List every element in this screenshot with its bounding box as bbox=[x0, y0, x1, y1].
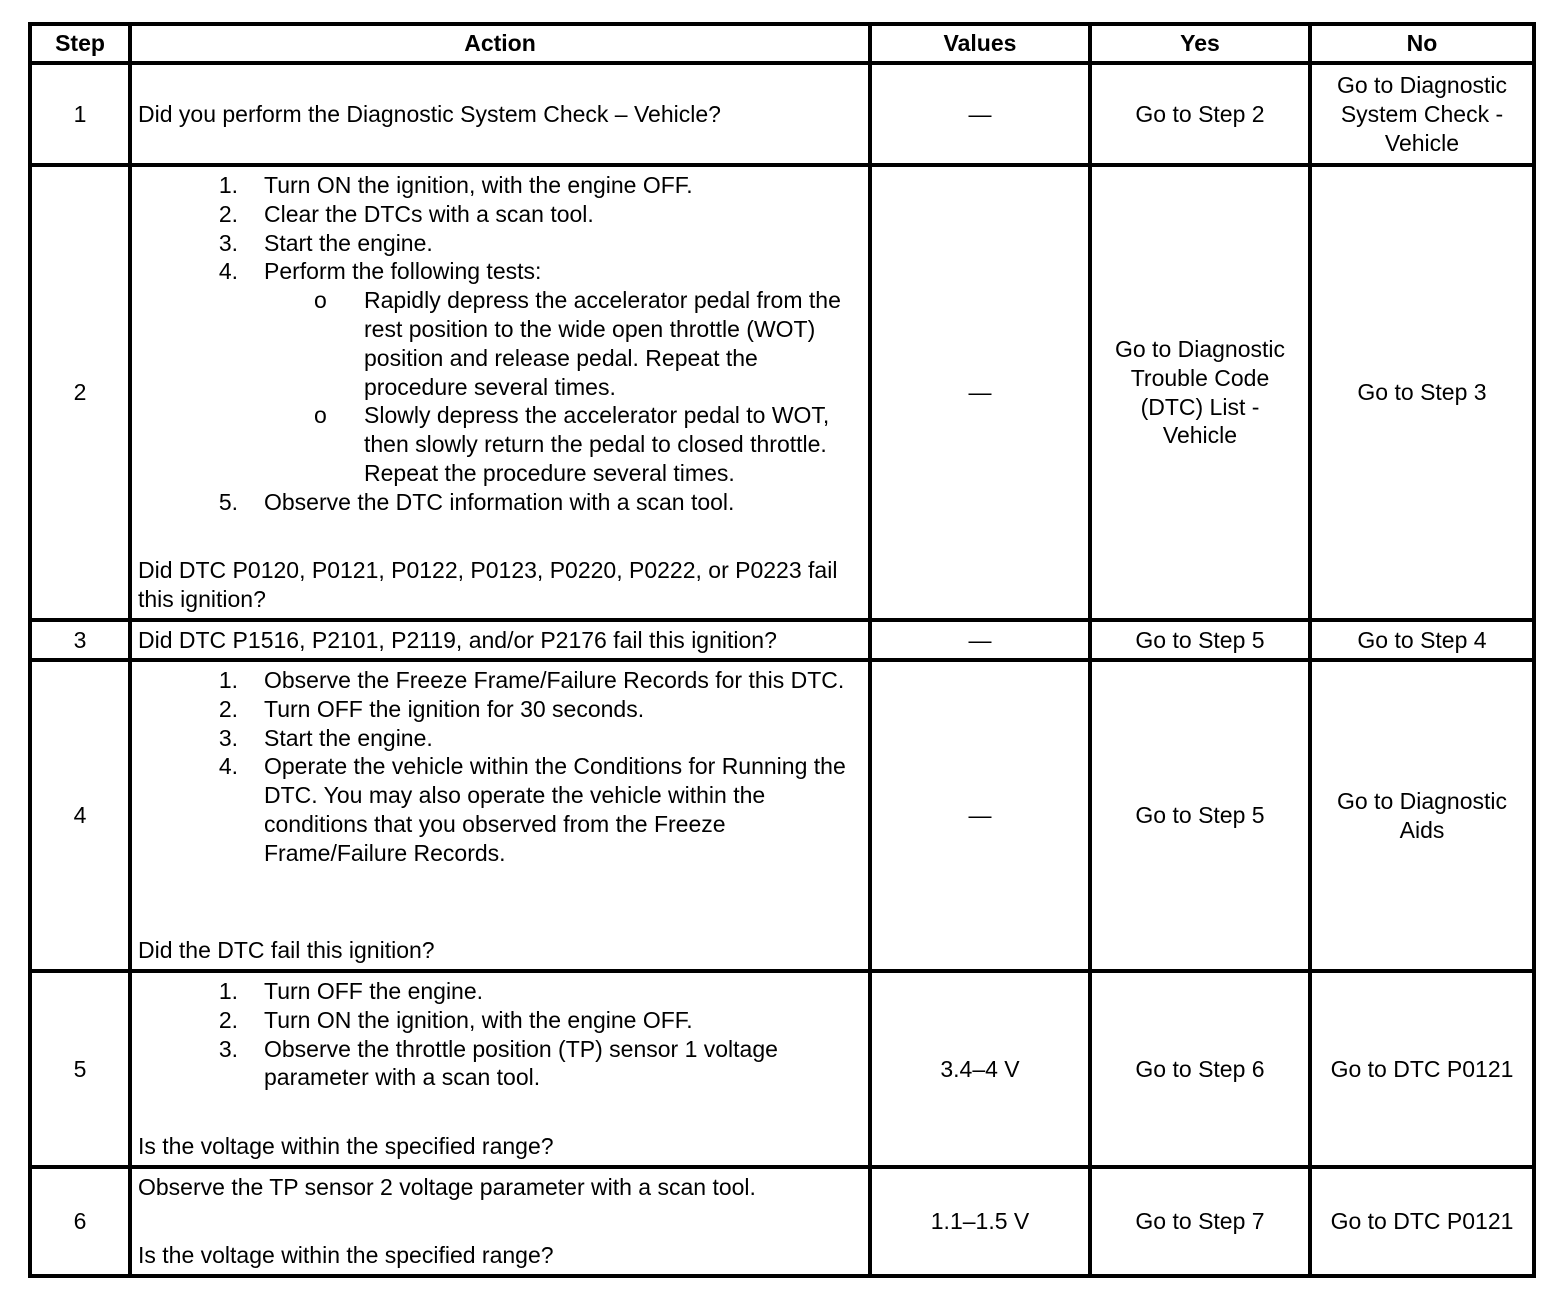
action-cell bbox=[130, 971, 870, 1167]
diagnostic-table bbox=[28, 22, 1536, 1278]
yes-cell bbox=[1090, 165, 1310, 620]
item-text: Operate the vehicle within the Conditions for Running the DTC. You may also operate the vehicle within the conditions that you observed from the Freeze Frame/Failure Records. bbox=[264, 753, 846, 866]
no-cell: Go to Step 3 bbox=[1310, 165, 1534, 620]
list-item bbox=[138, 488, 862, 517]
table-row bbox=[30, 971, 1534, 1167]
list-item bbox=[138, 695, 862, 724]
item-text: Observe the DTC information with a scan tool. bbox=[264, 488, 735, 515]
step-number: 6 bbox=[30, 1167, 130, 1276]
question-text: Did DTC P0120, P0121, P0122, P0123, P0220, P0222, or P0223 fail this ignition? bbox=[138, 557, 838, 613]
action-cell bbox=[130, 63, 870, 165]
header-values: Values bbox=[870, 24, 1090, 63]
no-line: Aids bbox=[1399, 816, 1445, 843]
values-cell: — bbox=[870, 165, 1090, 620]
item-number: 1. bbox=[218, 667, 238, 693]
steps-list bbox=[138, 977, 862, 1092]
list-item bbox=[138, 977, 862, 1006]
item-text: Turn OFF the ignition for 30 seconds. bbox=[264, 695, 645, 722]
table-row bbox=[30, 1167, 1534, 1276]
action-text: Did DTC P1516, P2101, P2119, and/or P2176 fail this ignition? bbox=[138, 626, 777, 653]
list-item bbox=[138, 257, 862, 487]
no-line: Go to Diagnostic bbox=[1336, 72, 1508, 98]
item-number: 4. bbox=[218, 258, 238, 285]
item-number: 3. bbox=[218, 724, 238, 751]
no-line: Vehicle bbox=[1384, 129, 1460, 156]
no-cell: Go to DTC P0121 bbox=[1310, 971, 1534, 1167]
values-cell: — bbox=[870, 620, 1090, 660]
no-line: Go to Diagnostic bbox=[1336, 787, 1508, 814]
values-cell: 1.1–1.5 V bbox=[870, 1167, 1090, 1276]
action-text: Observe the TP sensor 2 voltage parameter with a scan tool. bbox=[138, 1174, 756, 1200]
item-number: 2. bbox=[218, 1006, 238, 1033]
step-number: 5 bbox=[30, 971, 130, 1167]
action-text: Did you perform the Diagnostic System Check – Vehicle? bbox=[138, 100, 721, 127]
action-cell bbox=[130, 1167, 870, 1276]
item-text: Observe the throttle position (TP) sensor 1 voltage parameter with a scan tool. bbox=[264, 1035, 778, 1091]
item-text: Clear the DTCs with a scan tool. bbox=[264, 200, 594, 227]
item-text: Observe the Freeze Frame/Failure Records for this DTC. bbox=[264, 667, 845, 693]
yes-line: Vehicle bbox=[1162, 422, 1238, 449]
step-number: 3 bbox=[30, 620, 130, 660]
yes-cell: Go to Step 5 bbox=[1090, 620, 1310, 660]
header-step: Step bbox=[30, 24, 130, 63]
item-text: Start the engine. bbox=[264, 229, 433, 256]
sub-item bbox=[264, 401, 862, 487]
list-item bbox=[138, 229, 862, 258]
list-item bbox=[138, 724, 862, 753]
question-text: Did the DTC fail this ignition? bbox=[138, 937, 435, 964]
list-item bbox=[138, 752, 862, 867]
header-no: No bbox=[1310, 24, 1534, 63]
list-item bbox=[138, 1035, 862, 1093]
yes-line: (DTC) List - bbox=[1140, 393, 1260, 420]
item-number: 1. bbox=[218, 978, 238, 1004]
no-cell: Go to Step 4 bbox=[1310, 620, 1534, 660]
action-cell bbox=[130, 660, 870, 971]
no-cell bbox=[1310, 660, 1534, 971]
item-number: 3. bbox=[218, 229, 238, 256]
no-line: System Check - bbox=[1340, 100, 1504, 127]
action-cell bbox=[130, 165, 870, 620]
step-number: 2 bbox=[30, 165, 130, 620]
item-text: Turn OFF the engine. bbox=[264, 978, 484, 1004]
no-cell: Go to DTC P0121 bbox=[1310, 1167, 1534, 1276]
item-text: Perform the following tests: bbox=[264, 258, 542, 285]
item-number: 2. bbox=[218, 200, 238, 227]
step-number: 1 bbox=[30, 63, 130, 165]
sub-item-text: Rapidly depress the accelerator pedal from the rest position to the wide open throttle (WOT) position and release pedal. Repeat the procedure several times. bbox=[364, 287, 841, 400]
list-item bbox=[138, 200, 862, 229]
values-cell: — bbox=[870, 660, 1090, 971]
bullet-icon: o bbox=[314, 287, 327, 314]
values-cell: — bbox=[870, 63, 1090, 165]
yes-line: Trouble Code bbox=[1130, 364, 1270, 391]
yes-cell: Go to Step 6 bbox=[1090, 971, 1310, 1167]
question-text: Is the voltage within the specified range? bbox=[138, 1242, 554, 1269]
table-row bbox=[30, 620, 1534, 660]
table-row bbox=[30, 660, 1534, 971]
item-number: 3. bbox=[218, 1035, 238, 1062]
question-text: Is the voltage within the specified range? bbox=[138, 1133, 554, 1160]
yes-cell: Go to Step 7 bbox=[1090, 1167, 1310, 1276]
steps-list bbox=[138, 171, 862, 517]
item-text: Turn ON the ignition, with the engine OFF. bbox=[264, 172, 693, 198]
item-text: Turn ON the ignition, with the engine OFF. bbox=[264, 1006, 693, 1033]
bullet-icon: o bbox=[314, 402, 327, 429]
table-row bbox=[30, 165, 1534, 620]
no-cell bbox=[1310, 63, 1534, 165]
yes-cell: Go to Step 2 bbox=[1090, 63, 1310, 165]
action-cell bbox=[130, 620, 870, 660]
item-text: Start the engine. bbox=[264, 724, 433, 751]
item-number: 5. bbox=[218, 488, 238, 515]
sub-item bbox=[264, 286, 862, 401]
yes-line: Go to Diagnostic bbox=[1114, 335, 1286, 362]
sub-list bbox=[264, 286, 862, 488]
table-row bbox=[30, 63, 1534, 165]
steps-list bbox=[138, 666, 862, 868]
step-number: 4 bbox=[30, 660, 130, 971]
list-item bbox=[138, 171, 862, 200]
header-yes: Yes bbox=[1090, 24, 1310, 63]
header-row bbox=[30, 24, 1534, 63]
yes-cell: Go to Step 5 bbox=[1090, 660, 1310, 971]
list-item bbox=[138, 666, 862, 695]
list-item bbox=[138, 1006, 862, 1035]
item-number: 1. bbox=[218, 172, 238, 198]
values-cell: 3.4–4 V bbox=[870, 971, 1090, 1167]
item-number: 2. bbox=[218, 695, 238, 722]
sub-item-text: Slowly depress the accelerator pedal to WOT, then slowly return the pedal to closed throttle. Repeat the procedure several times. bbox=[364, 402, 830, 486]
item-number: 4. bbox=[218, 753, 238, 780]
header-action: Action bbox=[130, 24, 870, 63]
